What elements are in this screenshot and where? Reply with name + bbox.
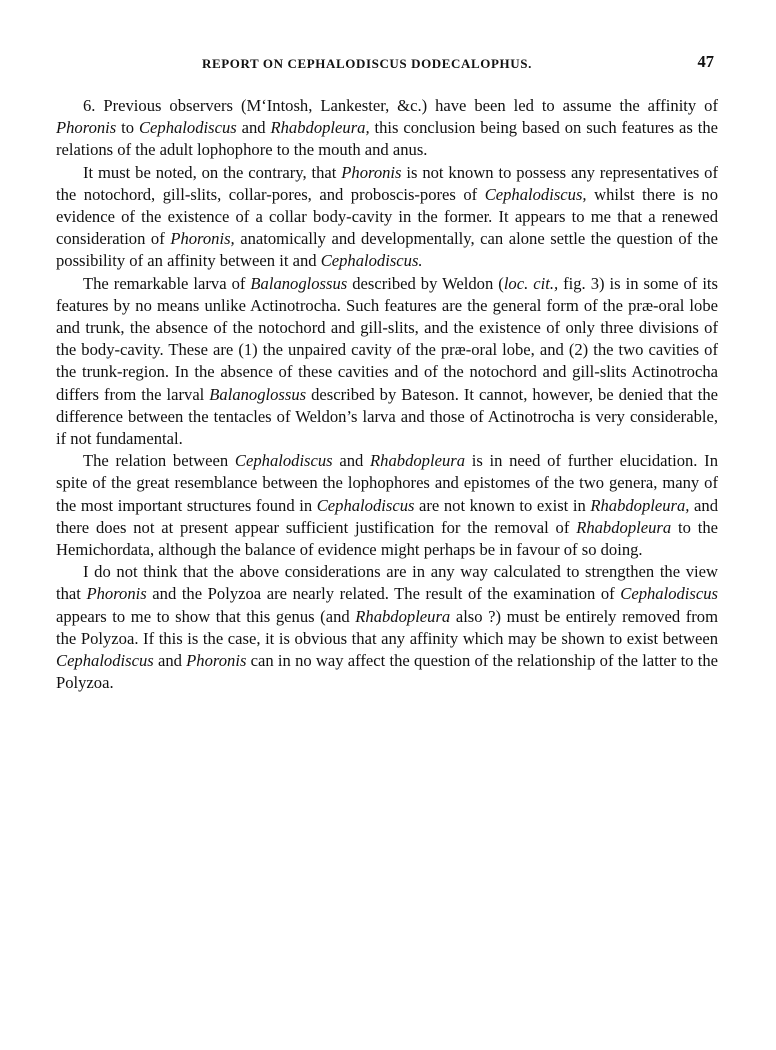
text-run: and xyxy=(153,651,187,671)
text-run: can in no way affect the question of the relationship of the latter to the Polyzoa. xyxy=(56,651,718,693)
paragraph xyxy=(56,95,718,162)
italic-text-run: Phoronis xyxy=(86,584,147,604)
italic-text-run: Cephalodiscus, xyxy=(484,184,587,204)
italic-text-run: loc. cit., xyxy=(503,273,559,293)
italic-text-run: Rhabdopleura xyxy=(370,451,465,471)
text-run: appears to me to show that this genus (and xyxy=(56,606,356,626)
text-run: to the Hemichordata, although the balance of evidence might perhaps be in favour of so doing. xyxy=(56,517,718,560)
running-title: REPORT ON CEPHALODISCUS DODECALOPHUS. xyxy=(202,56,532,71)
body-text xyxy=(56,95,718,694)
text-run: anatomically and developmentally, can alone settle the question of the possibility of an affinity between it and xyxy=(56,229,719,271)
text-run: to xyxy=(116,118,139,138)
italic-text-run: Cephalodiscus xyxy=(56,651,154,671)
text-run: whilst there is no evidence of the existence of a collar body-cavity in the former. It appears to me that a renewed consideration of xyxy=(56,184,718,249)
text-run: also ?) must be entirely removed from the Polyzoa. If this is the case, it is obvious that any affinity which may be shown to exist between xyxy=(56,606,718,648)
italic-text-run: Cephalodiscus xyxy=(620,584,718,604)
text-run: is not known to possess any representatives of the notochord, gill-slits, collar-pores, and proboscis-pores of xyxy=(56,162,719,204)
text-run: and xyxy=(236,118,271,138)
text-run: and xyxy=(332,451,371,471)
text-run: fig. 3) is in some of its features by no means unlike Actinotrocha. Such features are the general form of the præ-oral lobe and trunk, the absence of the notochord and gill-slits, and the existence of only three divisions of the body-cavity. These are (1) the unpaired cavity of the præ-oral lobe, and (2) the two cavities of the trunk-region. In the absence of these cavities and of the notochord and gill-slits Actinotrocha differs from the larval xyxy=(56,273,719,404)
text-run: 6. Previous observers (M‘Intosh, Lankester, &c.) have been led to assume the affinity of xyxy=(83,96,718,115)
text-run: and the Polyzoa are nearly related. The result of the examination of xyxy=(146,584,621,604)
italic-text-run: Phoronis, xyxy=(170,229,235,249)
text-run: described by Weldon ( xyxy=(347,273,504,293)
italic-text-run: Cephalodiscus. xyxy=(320,251,423,271)
italic-text-run: Rhabdopleura, xyxy=(590,495,690,515)
text-run: and there does not at present appear sufficient justification for the removal of xyxy=(56,495,719,537)
text-run: It must be noted, on the contrary, that xyxy=(83,162,342,182)
text-run: is in need of further elucidation. In spite of the great resemblance between the lophophores and epistomes of the two genera, many of the most important structures found in xyxy=(56,451,718,515)
italic-text-run: Rhabdopleura, xyxy=(270,118,370,138)
paragraph xyxy=(56,561,718,694)
italic-text-run: Cephalodiscus xyxy=(138,118,237,138)
running-head xyxy=(56,52,720,76)
italic-text-run: Phoronis xyxy=(186,651,247,671)
italic-text-run: Phoronis xyxy=(56,118,117,138)
page-number: 47 xyxy=(697,52,714,71)
text-run: this conclusion being based on such features as the relations of the adult lophophore to the mouth and anus. xyxy=(56,118,718,160)
text-run: I do not think that the above considerations are in any way calculated to strengthen the view that xyxy=(56,562,718,604)
italic-text-run: Phoronis xyxy=(341,162,402,182)
text-run: are not known to exist in xyxy=(414,495,591,515)
italic-text-run: Balanoglossus xyxy=(250,273,348,293)
text-run: The relation between xyxy=(83,451,235,471)
paragraph xyxy=(56,450,718,561)
text-run: The remarkable larva of xyxy=(83,273,251,293)
italic-text-run: Cephalodiscus xyxy=(234,451,333,471)
text-run: described by Bateson. It cannot, however, be denied that the difference between the tentacles of Weldon’s larva and those of Actinotrocha is very considerable, if not fundamental. xyxy=(56,384,719,449)
paragraph xyxy=(56,162,718,273)
italic-text-run: Rhabdopleura xyxy=(576,517,672,537)
italic-text-run: Cephalodiscus xyxy=(316,495,415,515)
italic-text-run: Balanoglossus xyxy=(209,384,307,404)
italic-text-run: Rhabdopleura xyxy=(355,606,451,626)
paragraph xyxy=(56,273,718,451)
